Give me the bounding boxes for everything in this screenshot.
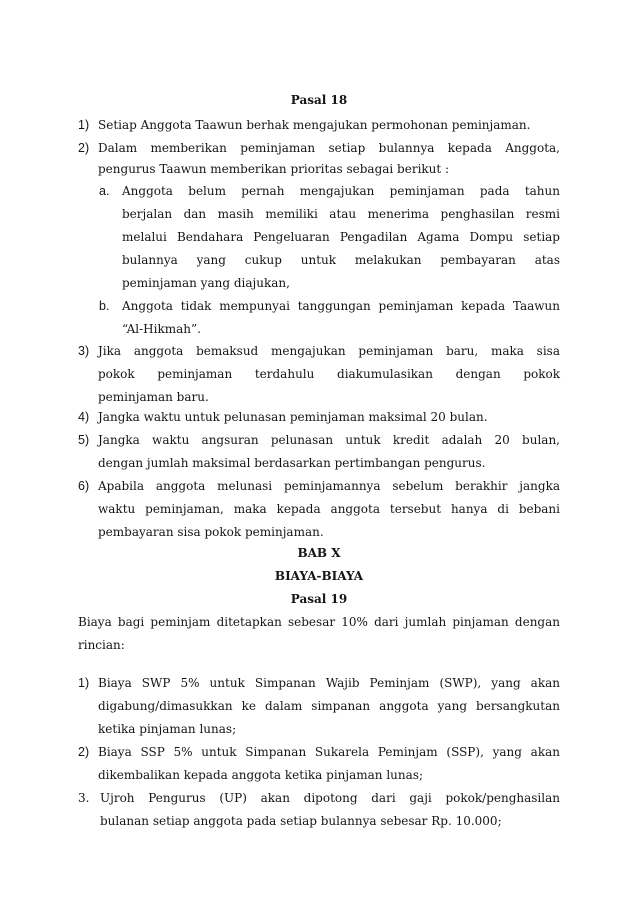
- pasal18-item-5-line-1: Jangka waktu angsuran pelunasan untuk kredit adalah 20 bulan,: [98, 433, 560, 447]
- pasal18-item-6-line-2: waktu peminjaman, maka kepada anggota tersebut hanya di bebani: [98, 502, 560, 516]
- pasal18-item-6-line-3: pembayaran sisa pokok peminjaman.: [98, 525, 324, 539]
- pasal18-item-6-line-1: Apabila anggota melunasi peminjamannya sebelum berakhir jangka: [98, 479, 560, 493]
- list-marker-p19-2: 2): [78, 745, 90, 759]
- pasal19-item-1-line-2: digabung/dimasukkan ke dalam simpanan anggota yang bersangkutan: [98, 699, 560, 713]
- pasal18-sub-b-line-2: “Al-Hikmah”.: [122, 322, 201, 336]
- pasal18-item-2-line-2: pengurus Taawun memberikan prioritas sebagai berikut :: [98, 162, 450, 176]
- pasal-19-title: Pasal 19: [290, 592, 348, 606]
- list-marker-1: 1): [78, 118, 90, 132]
- list-marker-3: 3): [78, 344, 90, 358]
- pasal18-item-1-line-1: Setiap Anggota Taawun berhak mengajukan permohonan peminjaman.: [98, 118, 531, 132]
- pasal18-item-4-line-1: Jangka waktu untuk pelunasan peminjaman maksimal 20 bulan.: [98, 410, 488, 424]
- pasal19-intro-line-1: Biaya bagi peminjam ditetapkan sebesar 10% dari jumlah pinjaman dengan: [78, 615, 560, 629]
- list-marker-p19-3: 3.: [78, 791, 90, 805]
- list-marker-4: 4): [78, 410, 90, 424]
- pasal19-item-3-line-2: bulanan setiap anggota pada setiap bulannya sebesar Rp. 10.000;: [100, 814, 502, 828]
- pasal19-item-1-line-3: ketika pinjaman lunas;: [98, 722, 237, 736]
- chapter-number: BAB X: [297, 546, 341, 560]
- sub-marker-a: a.: [99, 184, 110, 198]
- pasal18-item-5-line-2: dengan jumlah maksimal berdasarkan pertimbangan pengurus.: [98, 456, 486, 470]
- pasal18-item-3-line-3: peminjaman baru.: [98, 390, 209, 404]
- pasal18-item-3-line-2: pokok peminjaman terdahulu diakumulasikan dengan pokok: [98, 367, 560, 381]
- pasal18-sub-a-line-1: Anggota belum pernah mengajukan peminjaman pada tahun: [122, 184, 560, 198]
- pasal-18-title: Pasal 18: [290, 93, 348, 107]
- pasal19-intro-line-2: rincian:: [78, 638, 125, 652]
- sub-marker-b: b.: [99, 299, 110, 313]
- list-marker-5: 5): [78, 433, 90, 447]
- list-marker-p19-1: 1): [78, 676, 90, 690]
- pasal19-item-2-line-1: Biaya SSP 5% untuk Simpanan Sukarela Peminjam (SSP), yang akan: [98, 745, 560, 759]
- pasal19-item-3-line-1: Ujroh Pengurus (UP) akan dipotong dari gaji pokok/penghasilan: [100, 791, 560, 805]
- pasal18-item-3-line-1: Jika anggota bemaksud mengajukan peminjaman baru, maka sisa: [98, 344, 560, 358]
- pasal18-sub-a-line-4: bulannya yang cukup untuk melakukan pembayaran atas: [122, 253, 560, 267]
- list-marker-2: 2): [78, 141, 90, 155]
- pasal19-item-2-line-2: dikembalikan kepada anggota ketika pinjaman lunas;: [98, 768, 423, 782]
- pasal18-sub-a-line-2: berjalan dan masih memiliki atau menerima penghasilan resmi: [122, 207, 560, 221]
- chapter-title: BIAYA-BIAYA: [274, 569, 364, 583]
- list-marker-6: 6): [78, 479, 90, 493]
- pasal18-item-2-line-1: Dalam memberikan peminjaman setiap bulannya kepada Anggota,: [98, 141, 560, 155]
- pasal18-sub-a-line-3: melalui Bendahara Pengeluaran Pengadilan Agama Dompu setiap: [122, 230, 560, 244]
- pasal18-sub-b-line-1: Anggota tidak mempunyai tanggungan peminjaman kepada Taawun: [122, 299, 560, 313]
- pasal19-item-1-line-1: Biaya SWP 5% untuk Simpanan Wajib Peminjam (SWP), yang akan: [98, 676, 560, 690]
- pasal18-sub-a-line-5: peminjaman yang diajukan,: [122, 276, 290, 290]
